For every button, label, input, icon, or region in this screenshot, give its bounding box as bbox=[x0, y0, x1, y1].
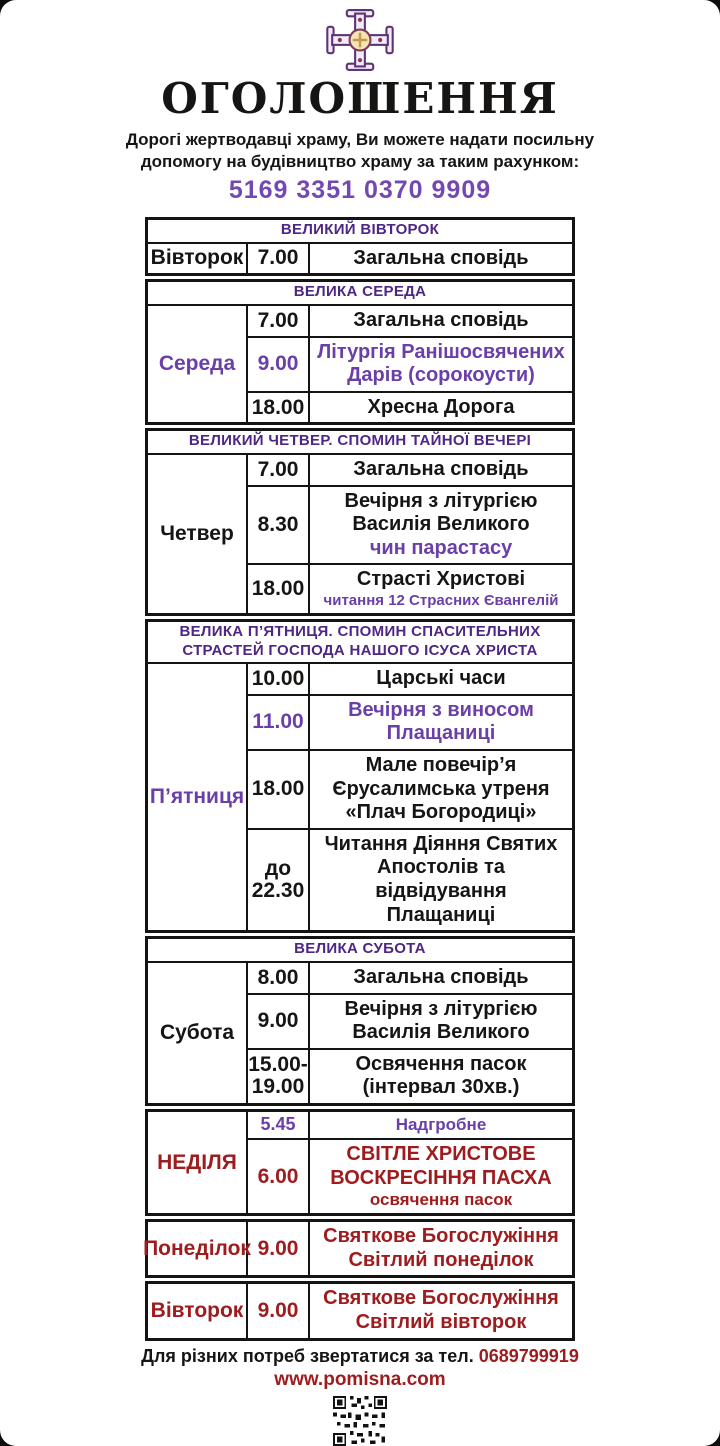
day-cell: П’ятниця bbox=[148, 664, 248, 930]
service-cell bbox=[310, 563, 572, 612]
footer-website: www.pomisna.com bbox=[274, 1368, 446, 1390]
service-line: Плащаниці bbox=[386, 722, 496, 745]
page-title: ОГОЛОШЕННЯ bbox=[161, 74, 559, 123]
service-line: Хресна Дорога bbox=[367, 395, 515, 418]
service-cell bbox=[310, 485, 572, 564]
service-line: Вечірня з виносом bbox=[348, 698, 534, 721]
schedule-section bbox=[145, 1109, 575, 1216]
schedule-section bbox=[145, 217, 575, 276]
service-line: Загальна сповідь bbox=[353, 308, 529, 331]
schedule-section bbox=[145, 428, 575, 615]
service-line: Царські часи bbox=[376, 667, 506, 690]
time-cell: 15.00- 19.00 bbox=[248, 1048, 310, 1103]
time-cell: 18.00 bbox=[248, 563, 310, 612]
service-cell bbox=[310, 1284, 572, 1337]
footer-block bbox=[0, 1346, 720, 1446]
section-header: ВЕЛИКИЙ ЧЕТВЕР. СПОМИН ТАЙНОЇ ВЕЧЕРІ bbox=[148, 431, 572, 455]
service-cell bbox=[310, 993, 572, 1048]
service-line: СВІТЛЕ ХРИСТОВЕ bbox=[346, 1142, 536, 1165]
section-header: ВЕЛИКИЙ ВІВТОРОК bbox=[148, 220, 572, 244]
service-line: читання 12 Страсних Євангелій bbox=[323, 592, 559, 610]
service-line: Плащаниці bbox=[386, 903, 496, 926]
time-cell: 5.45 bbox=[248, 1112, 310, 1138]
day-cell: Субота bbox=[148, 963, 248, 1103]
service-line: Загальна сповідь bbox=[353, 246, 529, 269]
service-line: Василія Великого bbox=[352, 513, 530, 536]
day-cell: Середа bbox=[148, 306, 248, 422]
donation-account-number: 5169 3351 0370 9909 bbox=[228, 175, 492, 204]
footer-phone: 0689799919 bbox=[478, 1345, 579, 1366]
footer-contact-text: Для різних потреб звертатися за тел. bbox=[141, 1345, 474, 1366]
cross-emblem-icon bbox=[323, 8, 397, 72]
service-line: (інтервал 30хв.) bbox=[362, 1076, 520, 1099]
service-cell bbox=[310, 1112, 572, 1138]
service-cell bbox=[310, 336, 572, 391]
service-cell bbox=[310, 1222, 572, 1275]
service-cell bbox=[310, 391, 572, 423]
time-cell: 10.00 bbox=[248, 664, 310, 694]
service-cell bbox=[310, 1138, 572, 1213]
day-cell: Понеділок bbox=[148, 1222, 248, 1275]
time-cell: 9.00 bbox=[248, 1222, 310, 1275]
section-header: ВЕЛИКА СУБОТА bbox=[148, 939, 572, 963]
service-cell bbox=[310, 664, 572, 694]
time-cell: 18.00 bbox=[248, 749, 310, 828]
time-cell: 7.00 bbox=[248, 244, 310, 274]
service-line: чин парастасу bbox=[369, 536, 513, 559]
time-cell: 18.00 bbox=[248, 391, 310, 423]
time-cell: 9.00 bbox=[248, 1284, 310, 1337]
service-line: освячення пасок bbox=[369, 1190, 513, 1210]
service-line: Дарів (сорокоусти) bbox=[347, 364, 535, 387]
footer-contact-line bbox=[0, 1346, 720, 1367]
service-line: Василія Великого bbox=[352, 1021, 530, 1044]
schedule-section bbox=[145, 1219, 575, 1278]
schedule-section bbox=[145, 279, 575, 425]
time-cell: до 22.30 bbox=[248, 828, 310, 930]
donation-appeal bbox=[0, 129, 720, 174]
service-line: Єрусалимська утреня bbox=[332, 777, 550, 800]
church-cross-logo bbox=[0, 8, 720, 72]
time-cell: 7.00 bbox=[248, 306, 310, 336]
day-cell: Вівторок bbox=[148, 1284, 248, 1337]
service-line: Світлий понеділок bbox=[348, 1248, 534, 1271]
time-cell: 9.00 bbox=[248, 336, 310, 391]
service-line: Вечірня з літургією bbox=[344, 489, 538, 512]
section-header: ВЕЛИКА П’ЯТНИЦЯ. СПОМИН СПАСИТЕЛЬНИХ СТРАСТЕЙ ГОСПОДА НАШОГО ІСУСА ХРИСТА bbox=[148, 622, 572, 665]
service-line: Освячення пасок bbox=[355, 1052, 527, 1075]
time-cell: 9.00 bbox=[248, 993, 310, 1048]
day-cell: Четвер bbox=[148, 455, 248, 613]
schedule-section bbox=[145, 619, 575, 933]
service-cell bbox=[310, 694, 572, 749]
donation-line-1: Дорогі жертводавці храму, Ви можете надати посильну bbox=[125, 130, 595, 149]
time-cell: 6.00 bbox=[248, 1138, 310, 1213]
schedule-section bbox=[145, 1281, 575, 1340]
service-line: Надгробне bbox=[395, 1114, 487, 1134]
service-line: ВОСКРЕСІННЯ ПАСХА bbox=[330, 1166, 552, 1189]
service-cell bbox=[310, 1048, 572, 1103]
service-line: Загальна сповідь bbox=[353, 458, 529, 481]
time-cell: 8.30 bbox=[248, 485, 310, 564]
service-line: Святкове Богослужіння bbox=[323, 1225, 559, 1248]
day-cell: НЕДІЛЯ bbox=[148, 1112, 248, 1213]
service-line: Вечірня з літургією bbox=[344, 997, 538, 1020]
schedule-section bbox=[145, 936, 575, 1106]
service-line: Загальна сповідь bbox=[353, 965, 529, 988]
time-cell: 7.00 bbox=[248, 455, 310, 485]
service-line: Літургія Ранішосвячених bbox=[317, 340, 565, 363]
service-line: Апостолів та відвідування bbox=[375, 856, 507, 902]
qr-code bbox=[333, 1396, 387, 1446]
service-line: Святкове Богослужіння bbox=[323, 1287, 559, 1310]
donation-line-2: допомогу на будівництво храму за таким рахунком: bbox=[140, 152, 580, 172]
service-cell bbox=[310, 963, 572, 993]
header-block bbox=[0, 0, 720, 205]
service-line: Світлий вівторок bbox=[355, 1310, 527, 1333]
service-cell bbox=[310, 244, 572, 274]
service-line: Мале повечір’я bbox=[365, 754, 517, 777]
service-cell bbox=[310, 828, 572, 930]
section-header: ВЕЛИКА СЕРЕДА bbox=[148, 282, 572, 306]
service-line: Страсті Христові bbox=[356, 568, 526, 591]
day-cell: Вівторок bbox=[148, 244, 248, 274]
service-cell bbox=[310, 749, 572, 828]
service-line: Читання Діяння Святих bbox=[324, 832, 558, 855]
schedule-table bbox=[145, 217, 575, 1341]
time-cell: 11.00 bbox=[248, 694, 310, 749]
service-line: «Плач Богородиці» bbox=[345, 801, 537, 824]
service-cell bbox=[310, 455, 572, 485]
service-cell bbox=[310, 306, 572, 336]
qr-code-wrap bbox=[0, 1396, 720, 1446]
time-cell: 8.00 bbox=[248, 963, 310, 993]
